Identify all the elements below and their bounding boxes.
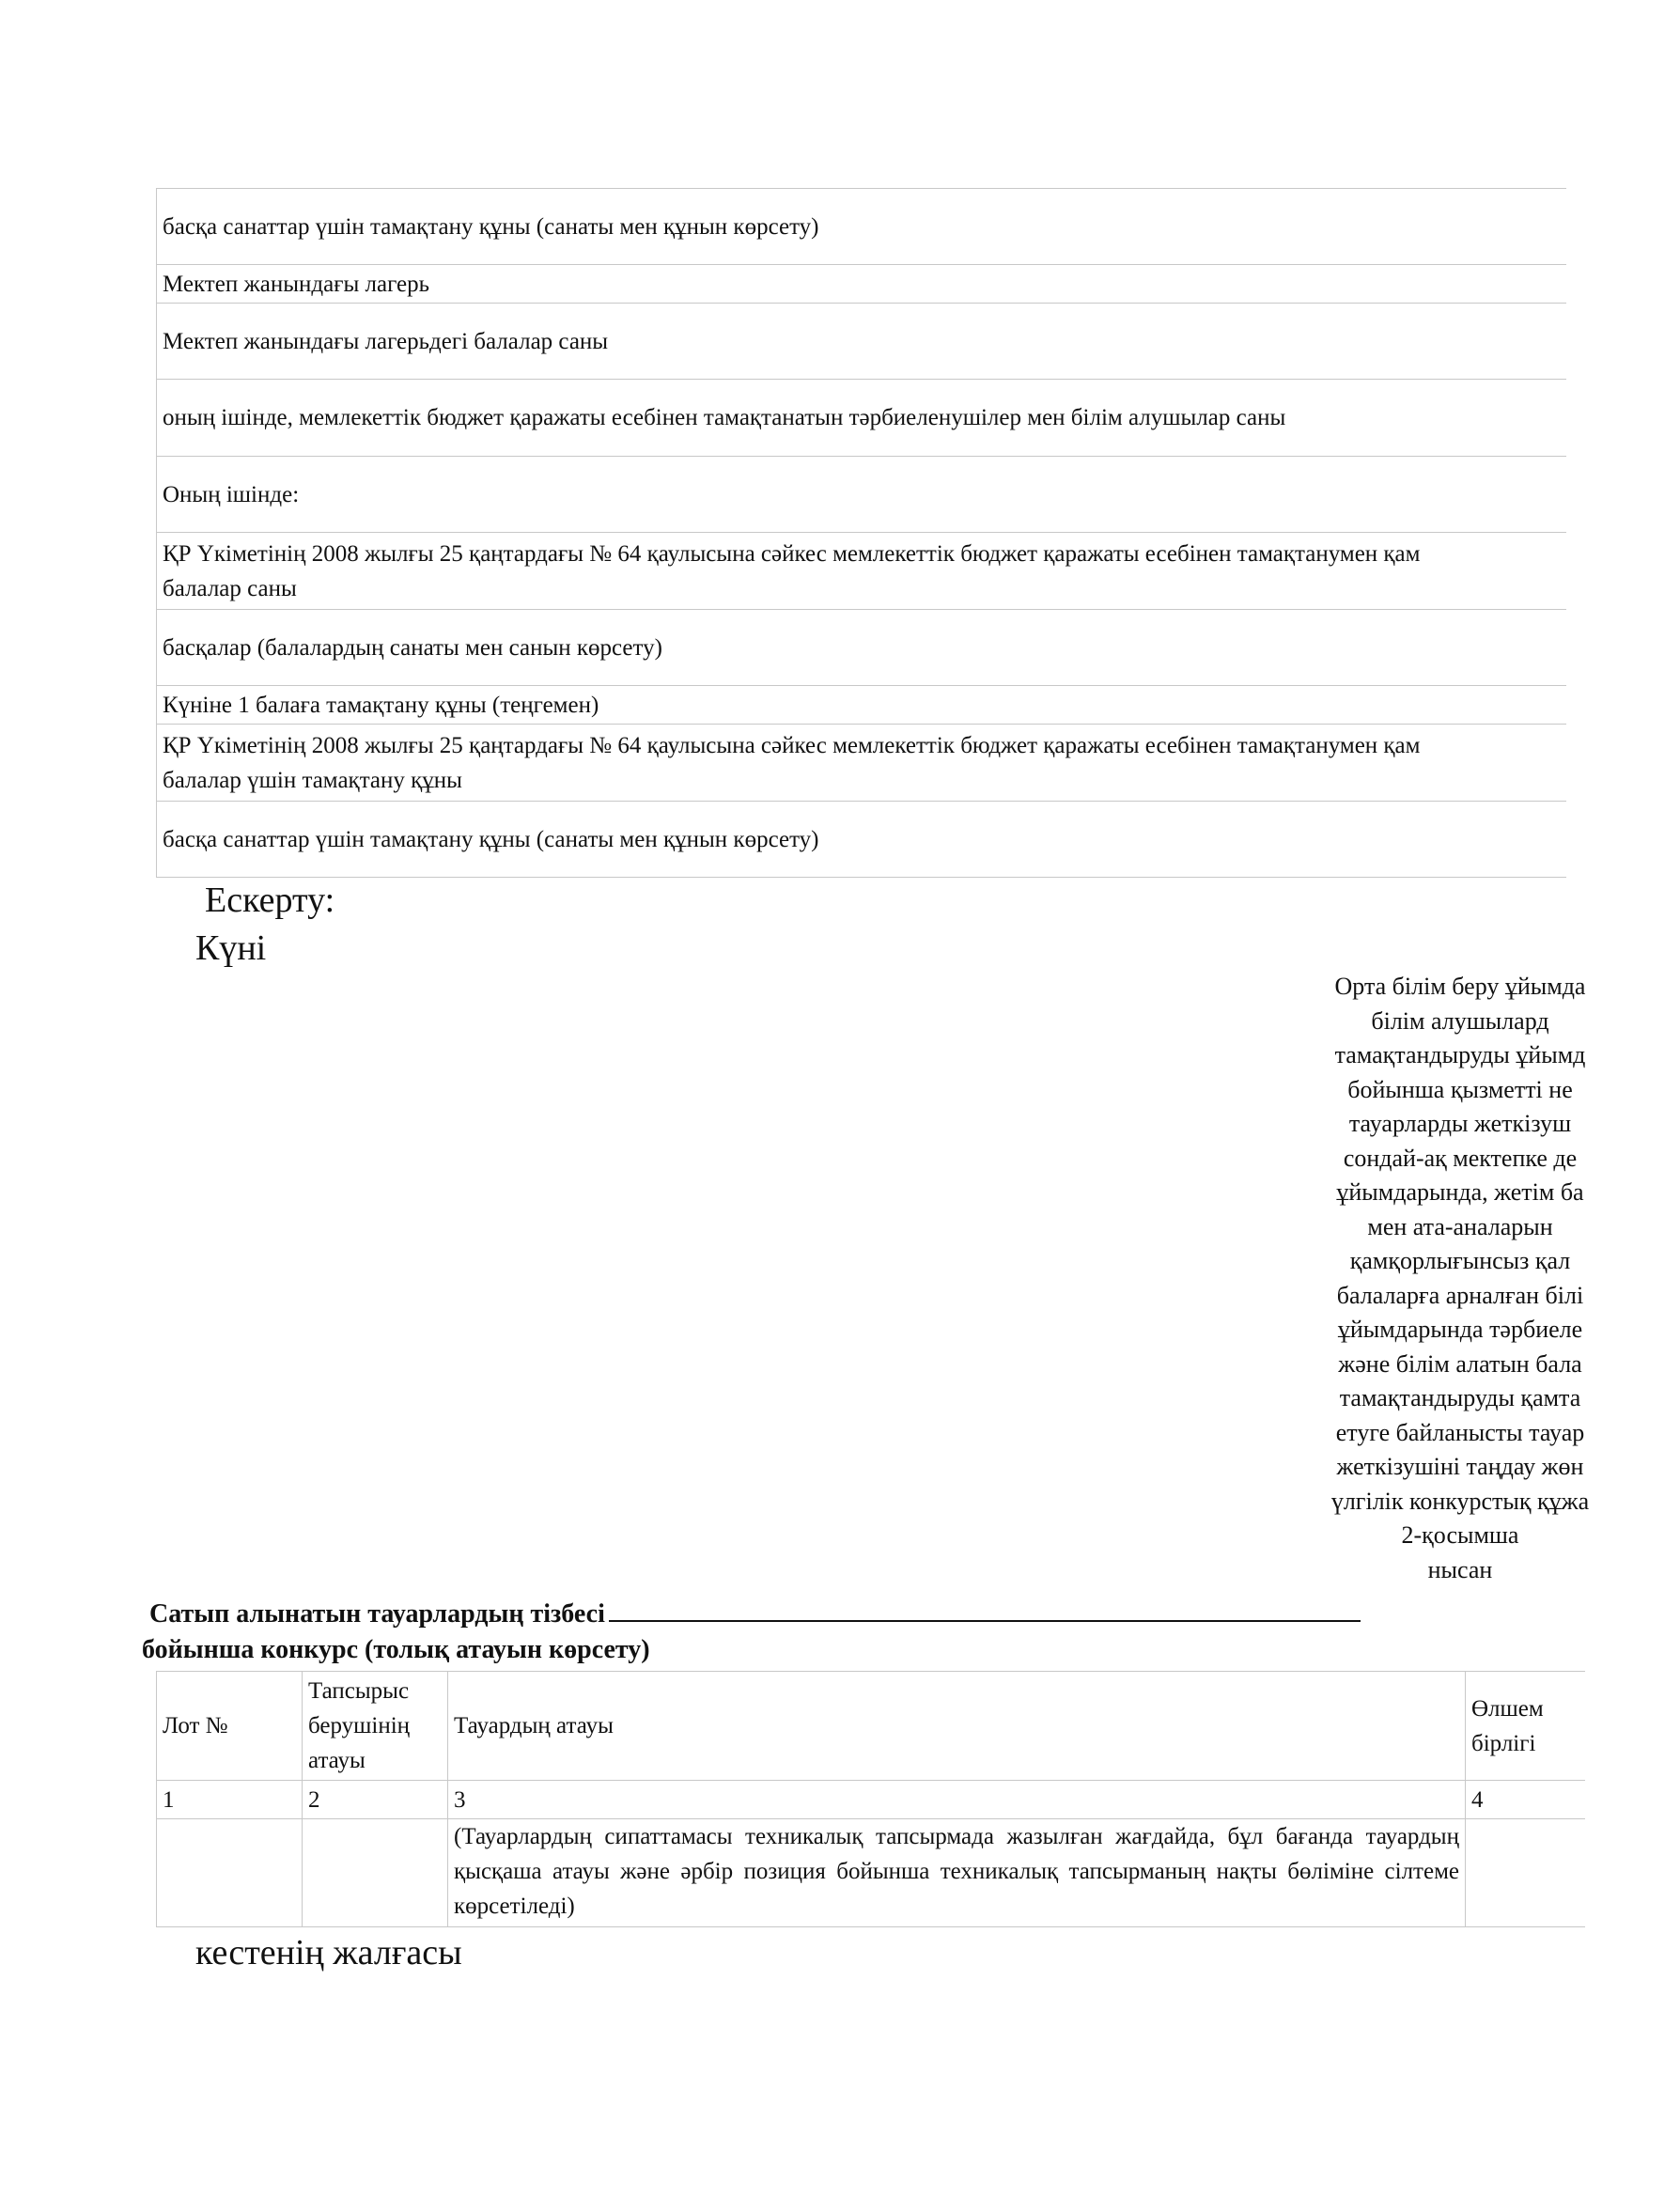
table-row — [157, 686, 1566, 725]
appendix-line: Орта білім беру ұйымда — [1334, 973, 1586, 1000]
table-row — [157, 725, 1566, 802]
note-label: Ескерту: — [205, 881, 335, 920]
appendix-line: қамқорлығынсыз қал — [1349, 1247, 1571, 1274]
table-cell: оның ішінде, мемлекеттік бюджет қаражаты есебінен тамақтанатын тәрбиеленушілер мен білім алушылар саны — [157, 380, 1566, 457]
contest-title — [149, 1596, 1361, 1631]
appendix-line: тауарларды жеткізуш — [1348, 1110, 1572, 1137]
appendix-line: тамақтандыруды қамта — [1339, 1384, 1581, 1411]
header-unit — [1466, 1672, 1585, 1781]
appendix-line: ұйымдарында тәрбиеле — [1337, 1316, 1583, 1343]
table-cell — [157, 725, 1566, 802]
table-cell: Күніне 1 балаға тамақтану құны (теңгемен) — [157, 686, 1566, 725]
cell-line: ҚР Үкіметінің 2008 жылғы 25 қаңтардағы № 64 қаулысына сәйкес мемлекеттік бюджет қаражаты есебінен тамақтанумен қам — [163, 732, 1421, 758]
table-cell: Мектеп жанындағы лагерьдегі балалар саны — [157, 304, 1566, 380]
appendix-form: нысан — [1427, 1555, 1493, 1583]
table-cell — [157, 533, 1566, 610]
table-cell — [303, 1819, 448, 1927]
table-continuation-label: кестенің жалғасы — [195, 1933, 462, 1972]
table-cell — [1466, 1819, 1585, 1927]
table-row — [157, 304, 1566, 380]
table-cell — [157, 1819, 303, 1927]
cell-line: балалар үшін тамақтану құны — [163, 767, 462, 793]
appendix-line: тамақтандыруды ұйымд — [1334, 1041, 1586, 1068]
table-row — [157, 1819, 1585, 1927]
appendix-line: жеткізушіні таңдау жөн — [1336, 1453, 1584, 1480]
table-row — [157, 1781, 1585, 1819]
table-row — [157, 802, 1566, 878]
cell-line: балалар саны — [163, 575, 297, 601]
table-cell: басқа санаттар үшін тамақтану құны (санаты мен құнын көрсету) — [157, 802, 1566, 878]
table-cell: басқалар (балалардың санаты мен санын көрсету) — [157, 610, 1566, 686]
table-row — [157, 380, 1566, 457]
header-unit-line: бірлігі — [1471, 1730, 1536, 1756]
column-number: 1 — [157, 1781, 303, 1819]
table-row — [157, 457, 1566, 533]
table-row — [157, 533, 1566, 610]
table-row — [157, 610, 1566, 686]
table-cell: Оның ішінде: — [157, 457, 1566, 533]
appendix-line: бойынша қызметті не — [1347, 1075, 1573, 1103]
lot-table — [156, 1671, 1585, 1927]
date-label: Күні — [195, 928, 267, 968]
appendix-line: балаларға арналған білі — [1336, 1281, 1584, 1309]
appendix-line: білім алушылард — [1371, 1006, 1549, 1035]
column-number: 2 — [303, 1781, 448, 1819]
cell-line: ҚР Үкіметінің 2008 жылғы 25 қаңтардағы № 64 қаулысына сәйкес мемлекеттік бюджет қаражаты есебінен тамақтанумен қам — [163, 540, 1421, 567]
column-number: 3 — [448, 1781, 1466, 1819]
appendix-line: етуге байланысты тауар — [1335, 1418, 1585, 1446]
fill-in-blank — [609, 1596, 1361, 1622]
appendix-line: ұйымдарында, жетім ба — [1336, 1178, 1584, 1206]
header-unit-line: Өлшем — [1471, 1695, 1544, 1722]
appendix-line: мен ата-аналарын — [1367, 1212, 1553, 1240]
food-cost-table — [156, 188, 1566, 878]
table-header-row — [157, 1672, 1585, 1781]
appendix-line: үлгілік конкурстық құжа — [1330, 1487, 1590, 1515]
contest-subtitle: бойынша конкурс (толық атауын көрсету) — [142, 1635, 650, 1664]
header-customer: Тапсырыс берушінің атауы — [303, 1672, 448, 1781]
contest-title-text: Сатып алынатын тауарлардың тізбесі — [149, 1599, 605, 1629]
header-name: Тауардың атауы — [448, 1672, 1466, 1781]
appendix-header — [1240, 970, 1680, 1587]
description-cell: (Тауарлардың сипаттамасы техникалық тапсырмада жазылған жағдайда, бұл бағанда тауардың қысқаша атауы және әрбір позиция бойынша техникалық тапсырманың нақты бөліміне сілтеме көрсетіледі) — [448, 1819, 1466, 1927]
table-cell: басқа санаттар үшін тамақтану құны (санаты мен құнын көрсету) — [157, 189, 1566, 265]
table-row — [157, 265, 1566, 304]
column-number: 4 — [1466, 1781, 1585, 1819]
appendix-line: және білім алатын бала — [1338, 1349, 1582, 1378]
table-row — [157, 189, 1566, 265]
appendix-number: 2-қосымша — [1401, 1521, 1519, 1549]
appendix-line: сондай-ақ мектепке де — [1343, 1144, 1578, 1172]
header-lot: Лот № — [157, 1672, 303, 1781]
table-cell: Мектеп жанындағы лагерь — [157, 265, 1566, 304]
